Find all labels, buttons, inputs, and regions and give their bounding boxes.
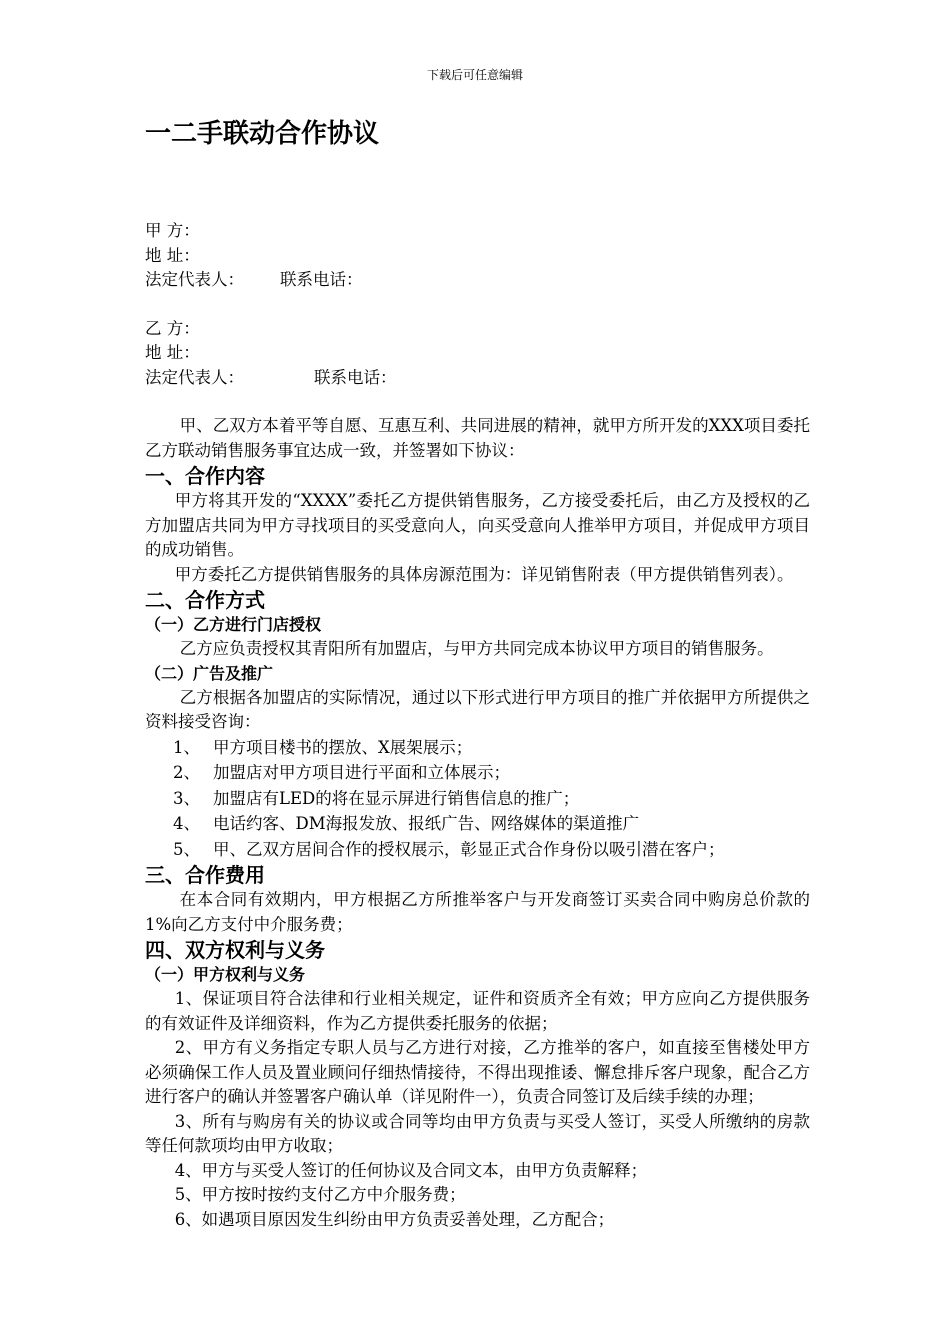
list-item-number: 1、 (173, 737, 200, 757)
promotion-list-item (145, 786, 810, 812)
list-item-text: 加盟店有LED的将在显示屏进行销售信息的推广； (213, 788, 580, 808)
list-item-number: 3、 (173, 788, 200, 808)
section-3-text: 在本合同有效期内，甲方根据乙方所推举客户与开发商签订买卖合同中购房总价款的1%向乙方支付中介服务费； (145, 890, 810, 934)
promotion-list-item (145, 760, 810, 786)
obligation-item: 3、所有与购房有关的协议或合同等均由甲方负责与买受人签订，买受人所缴纳的房款等任何款项均由甲方收取； (145, 1111, 810, 1155)
section-4-heading: 四、双方权利与义务 (145, 938, 325, 962)
list-item-text: 电话约客、DM海报发放、报纸广告、网络媒体的渠道推广 (213, 814, 640, 833)
party-a-rep-label: 法定代表人： (145, 270, 244, 289)
obligation-item: 5、甲方按时按约支付乙方中介服务费； (174, 1185, 466, 1204)
section-4-sub-1-heading: （一）甲方权利与义务 (145, 965, 306, 984)
party-a-name-label: 甲 方： (145, 221, 200, 240)
document-body (145, 112, 810, 1232)
party-b-phone-label: 联系电话： (314, 367, 397, 387)
intro-paragraph: 甲、乙双方本着平等自愿、互惠互利、共同进展的精神，就甲方所开发的XXX项目委托乙方联动销售服务事宜达成一致，并签署如下协议： (145, 416, 810, 460)
list-item-text: 甲、乙双方居间合作的授权展示，彰显正式合作身份以吸引潜在客户； (213, 839, 725, 859)
obligation-item: 2、甲方有义务指定专职人员与乙方进行对接，乙方推举的客户，如直接至售楼处甲方必须确保工作人员及置业顾问仔细热情接待，不得出现推诿、懈怠排斥客户现象，配合乙方进行客户的确认并签署客户确认单（详见附件一），负责合同签订及后续手续的办理； (145, 1038, 810, 1106)
list-item-number: 5、 (173, 839, 200, 859)
list-item-number: 4、 (173, 814, 200, 833)
obligation-item: 6、如遇项目原因发生纠纷由甲方负责妥善处理，乙方配合； (174, 1209, 615, 1229)
section-1-heading: 一、合作内容 (145, 464, 265, 488)
page-header-note: 下载后可任意编辑 (426, 68, 523, 82)
section-2-sub-1-text: 乙方应负责授权其青阳所有加盟店，与甲方共同完成本协议甲方项目的销售服务。 (179, 639, 774, 658)
section-2-sub-2-text: 乙方根据各加盟店的实际情况，通过以下形式进行甲方项目的推广并依据甲方所提供之资料接受咨询： (145, 687, 810, 731)
promotion-list-item (145, 811, 810, 837)
section-2-sub-2-heading: （二）广告及推广 (145, 663, 274, 683)
obligation-item: 4、甲方与买受人签订的任何协议及合同文本，由甲方负责解释； (174, 1160, 648, 1180)
promotion-list-item (145, 837, 810, 863)
party-b-contact-line (145, 366, 810, 391)
party-b-rep-label: 法定代表人： (145, 367, 244, 387)
obligation-item: 1、保证项目符合法律和行业相关规定，证件和资质齐全有效；甲方应向乙方提供服务的有效证件及详细资料，作为乙方提供委托服务的依据； (145, 989, 810, 1033)
section-1-paragraph-2: 甲方委托乙方提供销售服务的具体房源范围为：详见销售附表（甲方提供销售列表）。 (174, 564, 794, 584)
list-item-text: 加盟店对甲方项目进行平面和立体展示； (213, 763, 510, 782)
party-a-phone-label: 联系电话： (280, 270, 363, 289)
section-1-paragraph-1: 甲方将其开发的“XXXX”委托乙方提供销售服务，乙方接受委托后，由乙方及授权的乙方加盟店共同为甲方寻找项目的买受意向人，向买受意向人推举甲方项目，并促成甲方项目的成功销售。 (145, 491, 810, 559)
list-item-number: 2、 (173, 763, 200, 782)
party-b-address-label: 地 址： (145, 343, 200, 362)
party-a-contact-line (145, 268, 810, 293)
promotion-list-item (145, 735, 810, 761)
section-2-sub-1-heading: （一）乙方进行门店授权 (145, 615, 322, 634)
list-item-text: 甲方项目楼书的摆放、X展架展示； (213, 737, 473, 757)
section-3-heading: 三、合作费用 (145, 863, 265, 887)
document-title: 一二手联动合作协议 (145, 119, 380, 149)
section-2-heading: 二、合作方式 (145, 588, 265, 612)
party-b-name-label: 乙 方： (145, 318, 200, 338)
party-a-address-label: 地 址： (145, 245, 200, 265)
